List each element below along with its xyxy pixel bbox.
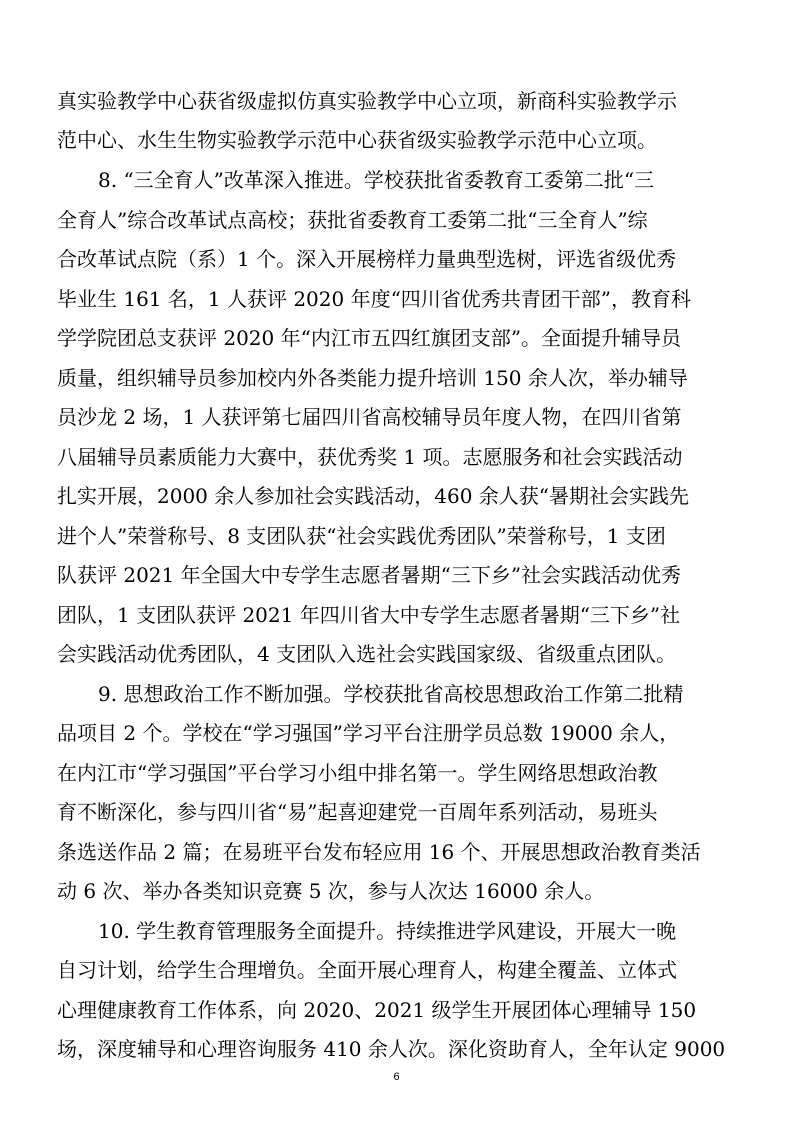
paragraph-8-line-5: 学学院团总支获评 2020 年“内江市五四红旗团支部”。全面提升辅导员 bbox=[57, 326, 682, 350]
text-line-2: 范中心、水生生物实验教学示范中心获省级实验教学示范中心立项。 bbox=[57, 128, 657, 152]
paragraph-8-line-6: 质量，组织辅导员参加校内外各类能力提升培训 150 余人次，举办辅导 bbox=[57, 366, 688, 390]
paragraph-9-line-6: 动 6 次、举办各类知识竞赛 5 次，参与人次达 16000 余人。 bbox=[57, 879, 605, 903]
paragraph-9-line-2: 品项目 2 个。学校在“学习强国”学习平台注册学员总数 19000 余人， bbox=[57, 721, 680, 745]
paragraph-8-line-3: 合改革试点院（系）1 个。深入开展榜样力量典型选树，评选省级优秀 bbox=[57, 247, 677, 271]
paragraph-8-line-12: 团队，1 支团队获评 2021 年四川省大中专学生志愿者暑期“三下乡”社 bbox=[57, 603, 681, 627]
paragraph-8-line-2: 全育人”综合改革试点高校；获批省委教育工委第二批“三全育人”综 bbox=[57, 208, 648, 232]
paragraph-9-line-3: 在内江市“学习强国”平台学习小组中排名第一。学生网络思想政治教 bbox=[57, 761, 658, 785]
paragraph-10-line-1: 10. 学生教育管理服务全面提升。持续推进学风建设，开展大一晚 bbox=[98, 919, 677, 943]
paragraph-9-line-5: 条选送作品 2 篇；在易班平台发布轻应用 16 个、开展思想政治教育类活 bbox=[57, 840, 701, 864]
page-number: 6 bbox=[393, 1071, 400, 1083]
paragraph-8-line-13: 会实践活动优秀团队，4 支团队入选社会实践国家级、省级重点团队。 bbox=[57, 642, 677, 666]
paragraph-8-line-11: 队获评 2021 年全国大中专学生志愿者暑期“三下乡”社会实践活动优秀 bbox=[57, 563, 682, 587]
text-line-1: 真实验教学中心获省级虚拟仿真实验教学中心立项，新商科实验教学示 bbox=[57, 89, 677, 113]
paragraph-8-line-1: 8. “三全育人”改革深入推进。学校获批省委教育工委第二批“三 bbox=[98, 168, 655, 192]
paragraph-9-line-4: 育不断深化，参与四川省“易”起喜迎建党一百周年系列活动，易班头 bbox=[57, 800, 658, 824]
paragraph-10-line-2: 自习计划，给学生合理增负。全面开展心理育人，构建全覆盖、立体式 bbox=[57, 958, 677, 982]
paragraph-10-line-3: 心理健康教育工作体系，向 2020、2021 级学生开展团体心理辅导 150 bbox=[57, 998, 697, 1022]
paragraph-8-line-7: 员沙龙 2 场，1 人获评第七届四川省高校辅导员年度人物，在四川省第 bbox=[57, 405, 682, 429]
paragraph-8-line-4: 毕业生 161 名，1 人获评 2020 年度“四川省优秀共青团干部”，教育科 bbox=[57, 287, 692, 311]
paragraph-9-line-1: 9. 思想政治工作不断加强。学校获批省高校思想政治工作第二批精 bbox=[98, 682, 684, 706]
paragraph-8-line-9: 扎实开展，2000 余人参加社会实践活动，460 余人获“暑期社会实践先 bbox=[57, 484, 690, 508]
paragraph-8-line-10: 进个人”荣誉称号、8 支团队获“社会实践优秀团队”荣誉称号，1 支团 bbox=[57, 524, 666, 548]
paragraph-8-line-8: 八届辅导员素质能力大赛中，获优秀奖 1 项。志愿服务和社会实践活动 bbox=[57, 445, 683, 469]
paragraph-10-line-4: 场，深度辅导和心理咨询服务 410 余人次。深化资助育人，全年认定 9000 bbox=[57, 1037, 726, 1061]
